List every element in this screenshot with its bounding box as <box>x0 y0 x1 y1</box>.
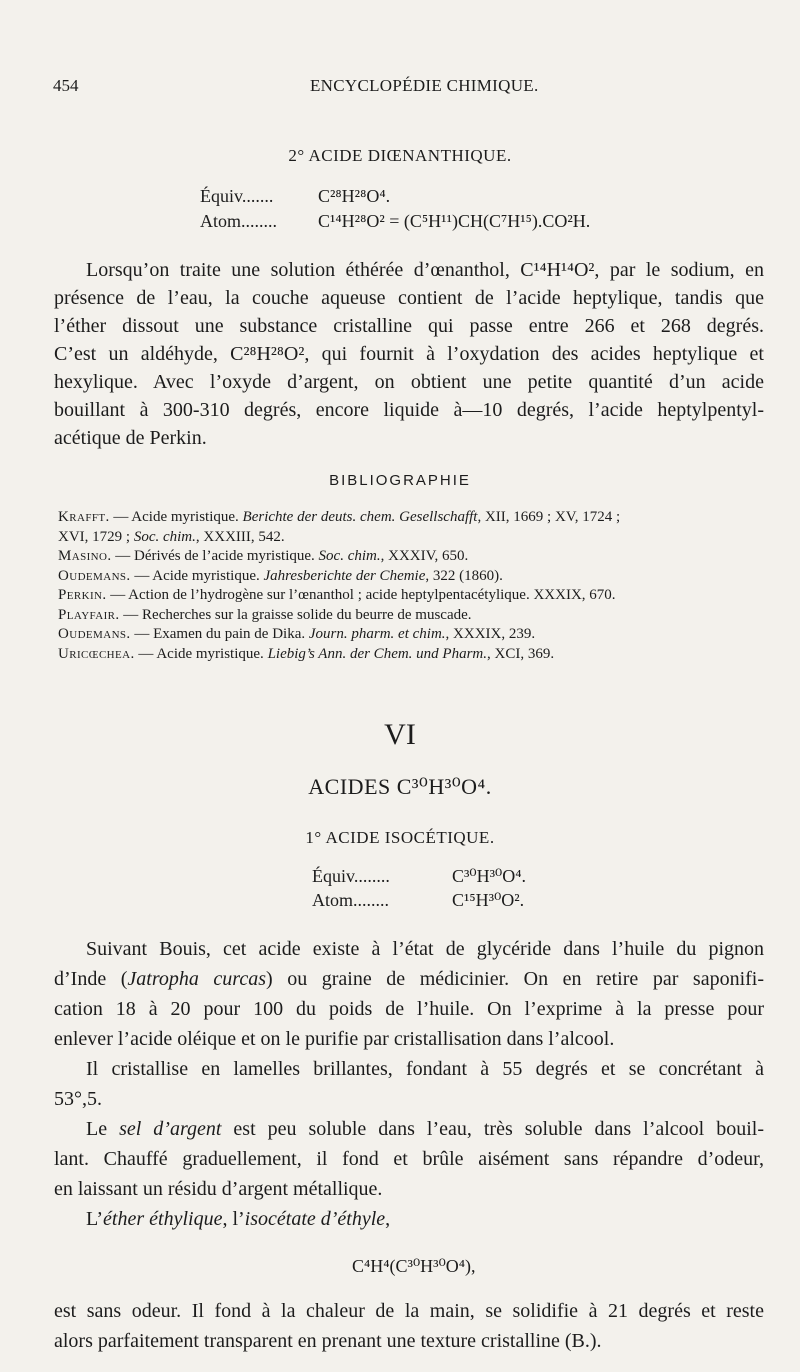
chapter-title: ACIDES C³⁰H³⁰O⁴. <box>308 774 492 799</box>
text-line: Lorsqu’on traite une solution éthérée d’œnanthol, C¹⁴H¹⁴O², par le sodium, en <box>86 259 764 281</box>
text-line: C’est un aldéhyde, C²⁸H²⁸O², qui fournit à l’oxydation des acides heptylique et <box>54 343 764 365</box>
bibliography-entry: XVI, 1729 ; Soc. chim., XXXIII, 542. <box>58 528 285 545</box>
section-heading-isocetique: 1° ACIDE ISOCÉTIQUE. <box>305 828 495 847</box>
running-title: ENCYCLOPÉDIE CHIMIQUE. <box>310 76 539 95</box>
text-line: en laissant un résidu d’argent métallique. <box>54 1178 383 1200</box>
bibliography-entry: Playfair. — Recherches sur la graisse solide du beurre de muscade. <box>58 606 472 623</box>
text-line: 53°,5. <box>54 1088 102 1110</box>
atom-formula: C¹⁴H²⁸O² = (C⁵H¹¹)CH(C⁷H¹⁵).CO²H. <box>318 211 591 231</box>
paragraph-sans-odeur <box>54 1296 764 1356</box>
text-line: lant. Chauffé graduellement, il fond et brûle aisément sans répandre d’odeur, <box>54 1148 764 1170</box>
text-line: présence de l’eau, la couche aqueuse contient de l’acide heptylique, tandis que <box>54 287 764 309</box>
paragraph-dioenanthique <box>54 256 764 452</box>
equiv-formula: C²⁸H²⁸O⁴. <box>318 186 391 206</box>
text-line: alors parfaitement transparent en prenant une texture cristalline (B.). <box>54 1330 602 1352</box>
text-line: enlever l’acide oléique et on le purifie par cristallisation dans l’alcool. <box>54 1028 615 1050</box>
text-line: Il cristallise en lamelles brillantes, fondant à 55 degrés et se concrétant à <box>86 1058 764 1080</box>
text-line: d’Inde (Jatropha curcas) ou graine de médicinier. On en retire par saponifi- <box>54 968 764 990</box>
text-line: hexylique. Avec l’oxyde d’argent, on obtient une petite quantité d’un acide <box>54 371 764 393</box>
atom-label: Atom........ <box>200 211 278 231</box>
text-line: bouillant à 300-310 degrés, encore liquide à—10 degrés, l’acide heptylpentyl- <box>54 399 764 421</box>
bibliography-entry: Oudemans. — Examen du pain de Dika. Journ. pharm. et chim., XXXIX, 239. <box>58 626 536 642</box>
text-line: est sans odeur. Il fond à la chaleur de la main, se solidifie à 21 degrés et reste <box>54 1300 764 1322</box>
bibliography-entry: Oudemans. — Acide myristique. Jahresberichte der Chemie, 322 (1860). <box>58 567 503 584</box>
page-number: 454 <box>53 76 79 95</box>
text-line: acétique de Perkin. <box>54 427 207 449</box>
chapter-numeral: VI <box>384 718 416 751</box>
paragraph-bouis <box>54 934 764 1054</box>
atom-line <box>312 890 524 911</box>
text-line: cation 18 à 20 pour 100 du poids de l’huile. On l’exprime à la presse pour <box>54 998 764 1020</box>
atom-label: Atom........ <box>312 890 390 910</box>
bibliography-title: BIBLIOGRAPHIE <box>329 472 471 489</box>
equiv-line <box>200 186 390 207</box>
equiv-formula: C³⁰H³⁰O⁴. <box>452 866 527 886</box>
bibliography-entry: Uricœchea. — Acide myristique. Liebig’s Ann. der Chem. und Pharm., XCI, 369. <box>58 645 555 662</box>
text-line: L’éther éthylique, l’isocétate d’éthyle, <box>86 1208 391 1230</box>
paragraph-sel-argent <box>54 1114 764 1204</box>
bibliography-entry: Masino. — Dérivés de l’acide myristique. Soc. chim., XXXIV, 650. <box>58 548 469 564</box>
text-line: Suivant Bouis, cet acide existe à l’état de glycéride dans l’huile du pignon <box>86 938 764 960</box>
atom-formula: C¹⁵H³⁰O². <box>452 890 525 910</box>
equiv-label: Équiv....... <box>200 186 274 206</box>
atom-line <box>200 211 590 232</box>
paragraph-cristallise <box>54 1054 764 1114</box>
section-heading-dioenanthique: 2° ACIDE DIŒNANTHIQUE. <box>288 146 512 165</box>
equiv-label: Équiv........ <box>312 866 390 886</box>
text-line: l’éther dissout une substance cristalline qui passe entre 266 et 268 degrés. <box>54 315 764 337</box>
equiv-line <box>312 866 526 887</box>
text-line: Le sel d’argent est peu soluble dans l’eau, très soluble dans l’alcool bouil- <box>86 1118 764 1140</box>
bibliography-entry: Perkin. — Action de l’hydrogène sur l’œnanthol ; acide heptylpentacétylique. XXXIX, 670. <box>58 587 616 603</box>
bibliography-list <box>58 508 768 664</box>
paragraph-ether <box>54 1204 764 1234</box>
bibliography-entry: Krafft. — Acide myristique. Berichte der deuts. chem. Gesellschafft, XII, 1669 ; XV, 1724 ; <box>58 509 621 525</box>
ether-formula: C⁴H⁴(C³⁰H³⁰O⁴), <box>352 1256 476 1276</box>
